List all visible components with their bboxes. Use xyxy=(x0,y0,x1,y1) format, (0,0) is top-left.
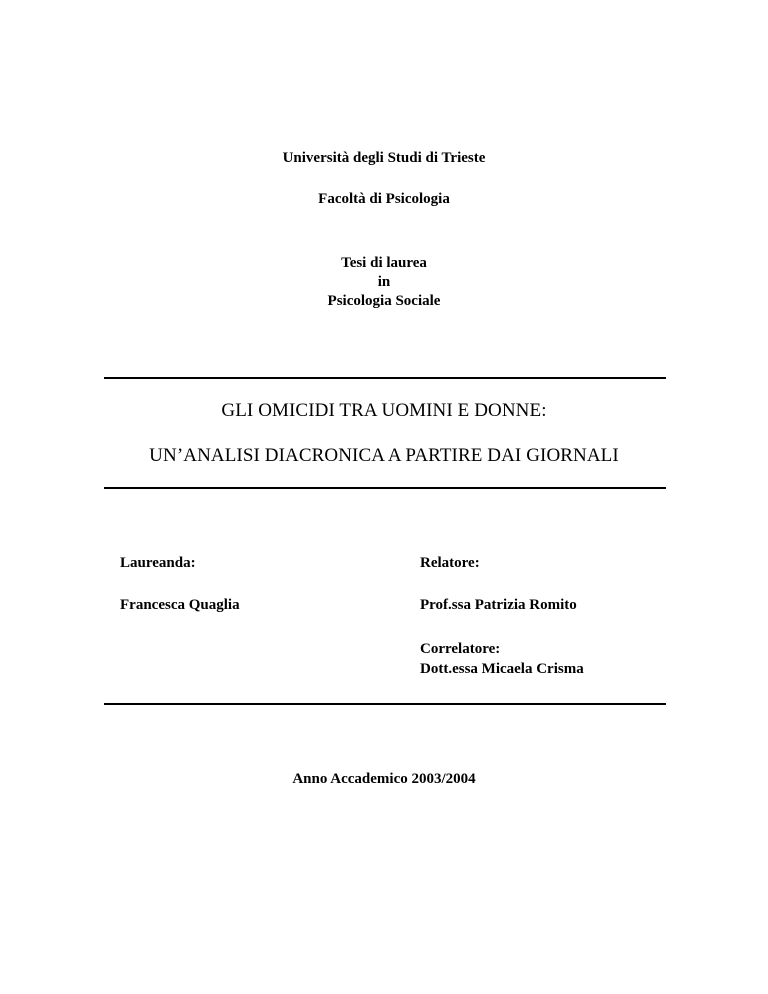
academic-year: Anno Accademico 2003/2004 xyxy=(292,771,476,787)
cosupervisor-name: Dott.essa Micaela Crisma xyxy=(420,661,584,677)
top-divider xyxy=(104,377,666,379)
university-name: Università degli Studi di Trieste xyxy=(282,150,486,166)
middle-divider xyxy=(104,487,666,489)
faculty-name: Facoltà di Psicologia xyxy=(318,191,450,207)
supervisor-label: Relatore: xyxy=(420,555,480,571)
candidate-name: Francesca Quaglia xyxy=(120,597,240,613)
thesis-type-line-1: Tesi di laurea xyxy=(341,255,427,271)
thesis-type-line-2: in xyxy=(377,274,391,290)
thesis-title-line-2: UN’ANALISI DIACRONICA A PARTIRE DAI GIORNALI xyxy=(149,445,619,466)
cosupervisor-label: Correlatore: xyxy=(420,641,501,657)
thesis-type-line-3: Psicologia Sociale xyxy=(327,293,441,309)
supervisor-name: Prof.ssa Patrizia Romito xyxy=(420,597,577,613)
bottom-divider xyxy=(104,703,666,705)
candidate-label: Laureanda: xyxy=(120,555,196,571)
thesis-title-line-1: GLI OMICIDI TRA UOMINI E DONNE: xyxy=(221,400,547,421)
